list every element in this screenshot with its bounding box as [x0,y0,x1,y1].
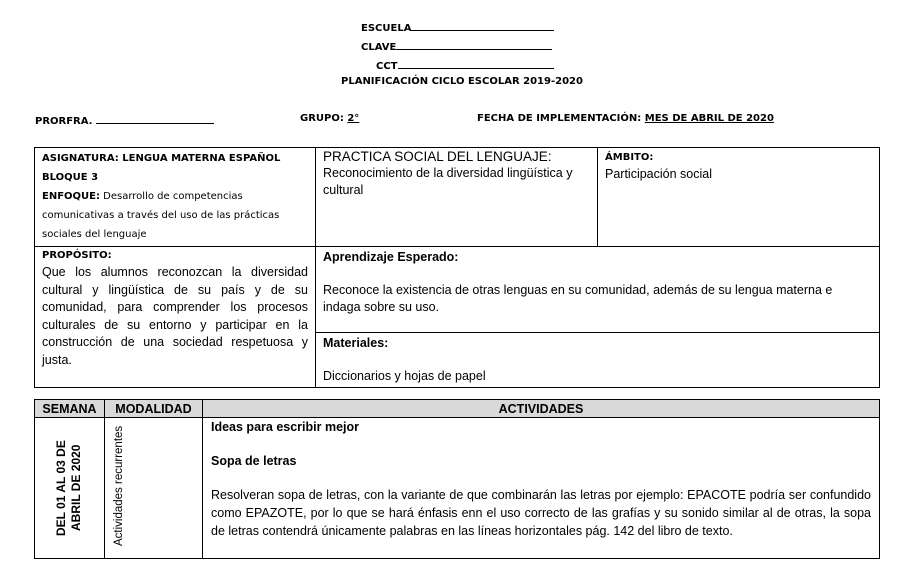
asignatura-cell [35,148,316,247]
ambito-text: Participación social [605,167,712,181]
aprendizaje-text: Reconoce la existencia de otras lenguas en su comunidad, además de su lengua materna e indaga sobre su uso. [323,283,833,314]
aprendizaje-cell [316,247,880,333]
fecha-label: FECHA DE IMPLEMENTACIÓN: [477,113,642,124]
semana-header: SEMANA [35,400,105,418]
clave-line [361,39,552,53]
modalidad-value: Actividades recurrentes [113,425,125,546]
proposito-text: Que los alumnos reconozcan la diversidad cultural y lingüística de su país y de su comunidad, para comprender los procesos culturales de su entorno y participar en la construcción de una sociedad respetuosa y justa. [42,265,308,367]
clave-blank [396,39,552,50]
materiales-cell [316,333,880,388]
activity-text: Resolveran sopa de letras, con la variante de que combinarán las letras por ejemplo: EPACOTE podría ser confundido como EPAZOTE, por lo que se hará énfasis enn el uso correcto de las grafías y su sonido similar al de otras, la sopa de letras contendrá únicamente palabras en las líneas horizontales pág. 142 del libro de texto. [211,488,871,538]
bloque-text: BLOQUE 3 [42,172,99,183]
enfoque-label: ENFOQUE: [42,191,100,202]
plan-table [34,147,880,388]
practica-label: PRACTICA SOCIAL DEL LENGUAJE: [323,149,552,164]
escuela-blank [411,20,554,31]
fecha-field [477,113,774,124]
asignatura-text: ASIGNATURA: LENGUA MATERNA ESPAÑOL [42,153,281,164]
enfoque-value: Desarrollo de competencias comunicativas a través del uso de las prácticas sociales del lenguaje [42,191,280,240]
escuela-line [361,20,554,34]
fecha-value: MES DE ABRIL DE 2020 [644,113,774,124]
profra-field [35,113,214,127]
aprendizaje-label: Aprendizaje Esperado: [323,250,459,264]
practica-text: Reconocimiento de la diversidad lingüística y cultural [323,166,573,197]
page-title: PLANIFICACIÓN CICLO ESCOLAR 2019-2020 [341,76,583,87]
cct-line [376,58,554,72]
grupo-field [300,113,359,124]
semana-value: DEL 01 AL 03 DE ABRIL DE 2020 [53,440,83,536]
cct-blank [398,58,554,69]
proposito-label: PROPÓSITO: [42,250,112,261]
profra-label: PRORFRA. [35,116,93,127]
ambito-label: ÁMBITO: [605,152,654,163]
modalidad-header: MODALIDAD [105,400,203,418]
profra-blank [96,113,214,124]
materiales-label: Materiales: [323,336,389,350]
modalidad-cell [105,418,203,559]
practica-cell [316,148,598,247]
grupo-label: GRUPO: [300,113,344,124]
activity-table [34,399,880,559]
escuela-label: ESCUELA [361,23,412,34]
clave-label: CLAVE [361,42,397,53]
activity-subtitle: Sopa de letras [211,454,297,468]
ambito-cell [598,148,880,247]
cct-label: CCT [376,61,398,72]
activities-cell [203,418,880,559]
actividades-header: ACTIVIDADES [203,400,880,418]
proposito-cell [35,247,316,388]
activity-title: Ideas para escribir mejor [211,420,359,434]
materiales-text: Diccionarios y hojas de papel [323,369,486,383]
enfoque-text [42,187,308,244]
semana-cell [35,418,105,559]
grupo-value: 2° [347,113,360,124]
